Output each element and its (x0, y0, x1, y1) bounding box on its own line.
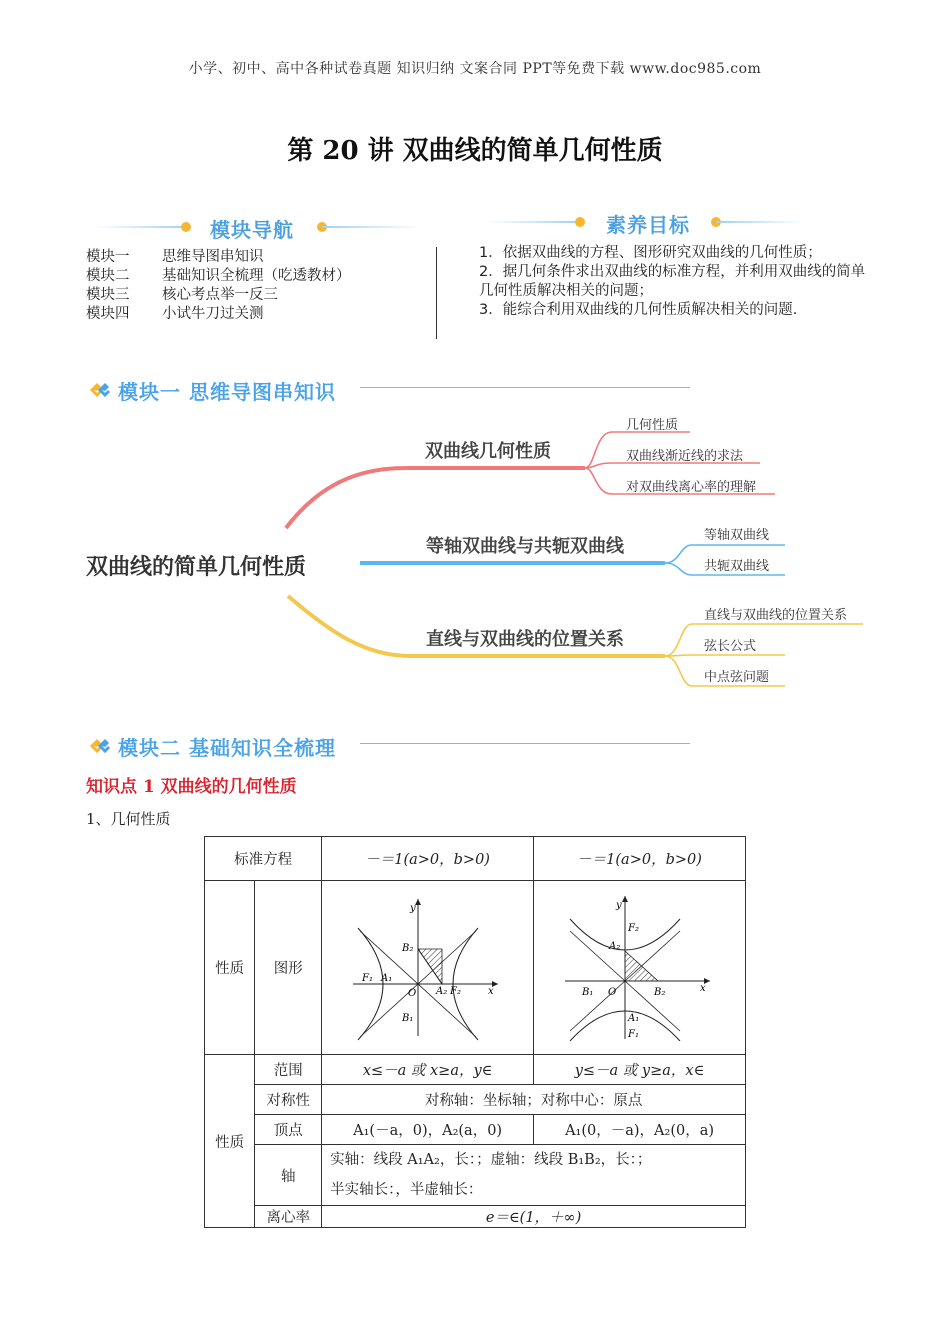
svg-text:A₁: A₁ (380, 972, 392, 984)
svg-text:y: y (615, 899, 622, 911)
svg-text:A₂: A₂ (608, 940, 620, 952)
svg-text:O: O (607, 986, 616, 998)
module2-rule (360, 743, 690, 744)
nav-item: 模块一 思维导图串知识 (86, 249, 264, 265)
table-header: 离心率 (255, 1206, 322, 1228)
mindmap-leaf: 对双曲线离心率的理解 (626, 480, 757, 495)
nav-item: 模块四 小试牛刀过关测 (86, 306, 264, 322)
column-divider (436, 247, 437, 339)
mindmap-leaf: 中点弦问题 (704, 670, 770, 685)
svg-text:O: O (407, 987, 416, 999)
svg-text:B₁: B₁ (581, 986, 593, 998)
properties-table (204, 836, 746, 1228)
svg-text:A₁: A₁ (627, 1012, 639, 1024)
table-cell: －＝1(a>0，b>0) (322, 837, 534, 881)
mindmap-branch: 双曲线几何性质 (425, 441, 551, 462)
nav-item: 模块二 基础知识全梳理（吃透教材） (86, 268, 351, 284)
table-header: 范围 (255, 1055, 322, 1085)
double-chevron-icon (88, 378, 112, 400)
knowledge-point-title: 知识点 1 双曲线的几何性质 (86, 777, 297, 797)
page-header: 小学、初中、高中各种试卷真题 知识归纳 文案合同 PPT等免费下载 www.doc985.com (188, 61, 762, 77)
hyperbola-y-figure (534, 881, 746, 1055)
module1-heading: 模块一 思维导图串知识 (118, 380, 336, 404)
nav-title: 模块导航 (210, 218, 294, 242)
table-header: 图形 (255, 881, 322, 1055)
goals-title: 素养目标 (606, 213, 690, 237)
table-header: 对称性 (255, 1085, 322, 1115)
svg-text:F₂: F₂ (627, 922, 639, 934)
table-cell: x≤－a 或 x≥a，y∈ (322, 1055, 534, 1085)
nav-item: 模块三 核心考点举一反三 (86, 287, 278, 303)
subsection-title: 1、几何性质 (86, 810, 171, 828)
table-header: 性质 (205, 1055, 255, 1228)
goals-list (479, 244, 869, 320)
table-header: 性质 (205, 881, 255, 1055)
mind-map (80, 400, 880, 700)
table-cell: y≤－a 或 y≥a，x∈ (534, 1055, 746, 1085)
module2-heading: 模块二 基础知识全梳理 (118, 736, 336, 760)
mindmap-branch: 等轴双曲线与共轭双曲线 (426, 536, 624, 557)
table-header: 顶点 (255, 1115, 322, 1145)
svg-text:B₂: B₂ (653, 986, 665, 998)
mindmap-leaf: 几何性质 (626, 418, 679, 433)
table-header: 轴 (255, 1145, 322, 1206)
module1-rule (360, 387, 690, 388)
double-chevron-icon (88, 734, 112, 756)
module-nav-list (86, 248, 351, 324)
svg-text:F₂: F₂ (449, 985, 461, 997)
mindmap-leaf: 等轴双曲线 (704, 528, 770, 543)
svg-text:F₁: F₁ (627, 1028, 639, 1040)
table-cell: A₁(－a，0)，A₂(a，0) (322, 1115, 534, 1145)
mindmap-leaf: 弦长公式 (704, 639, 757, 654)
table-cell: 对称轴：坐标轴；对称中心：原点 (322, 1085, 746, 1115)
page-title: 第 20 讲 双曲线的简单几何性质 (287, 136, 663, 166)
hyperbola-x-figure (322, 881, 534, 1055)
svg-text:A₂: A₂ (435, 985, 447, 997)
svg-text:x: x (699, 982, 706, 994)
svg-text:F₁: F₁ (361, 972, 373, 984)
svg-text:B₂: B₂ (401, 942, 413, 954)
goal-item: 3．能综合利用双曲线的几何性质解决相关的问题. (479, 302, 798, 318)
mindmap-branch: 直线与双曲线的位置关系 (426, 629, 624, 650)
table-cell: e＝∈(1，＋∞) (322, 1206, 746, 1228)
svg-text:B₁: B₁ (401, 1012, 413, 1024)
goal-item: 1．依据双曲线的方程、图形研究双曲线的几何性质； (479, 245, 822, 261)
mindmap-leaf: 双曲线渐近线的求法 (626, 449, 744, 464)
mindmap-leaf: 直线与双曲线的位置关系 (704, 608, 848, 623)
table-cell: 实轴：线段 A₁A₂，长：；虚轴：线段 B₁B₂，长：； 半实轴长：，半虚轴长： (322, 1145, 746, 1206)
mindmap-leaf: 共轭双曲线 (704, 559, 770, 574)
table-header: 标准方程 (205, 837, 322, 881)
mindmap-root: 双曲线的简单几何性质 (86, 555, 307, 580)
svg-text:y: y (409, 902, 416, 914)
table-cell: A₁(0，－a)，A₂(0，a) (534, 1115, 746, 1145)
svg-text:x: x (487, 985, 494, 997)
goal-item: 2．据几何条件求出双曲线的标准方程，并利用双曲线的简单几何性质解决相关的问题； (479, 264, 866, 299)
table-cell: －＝1(a>0，b>0) (534, 837, 746, 881)
